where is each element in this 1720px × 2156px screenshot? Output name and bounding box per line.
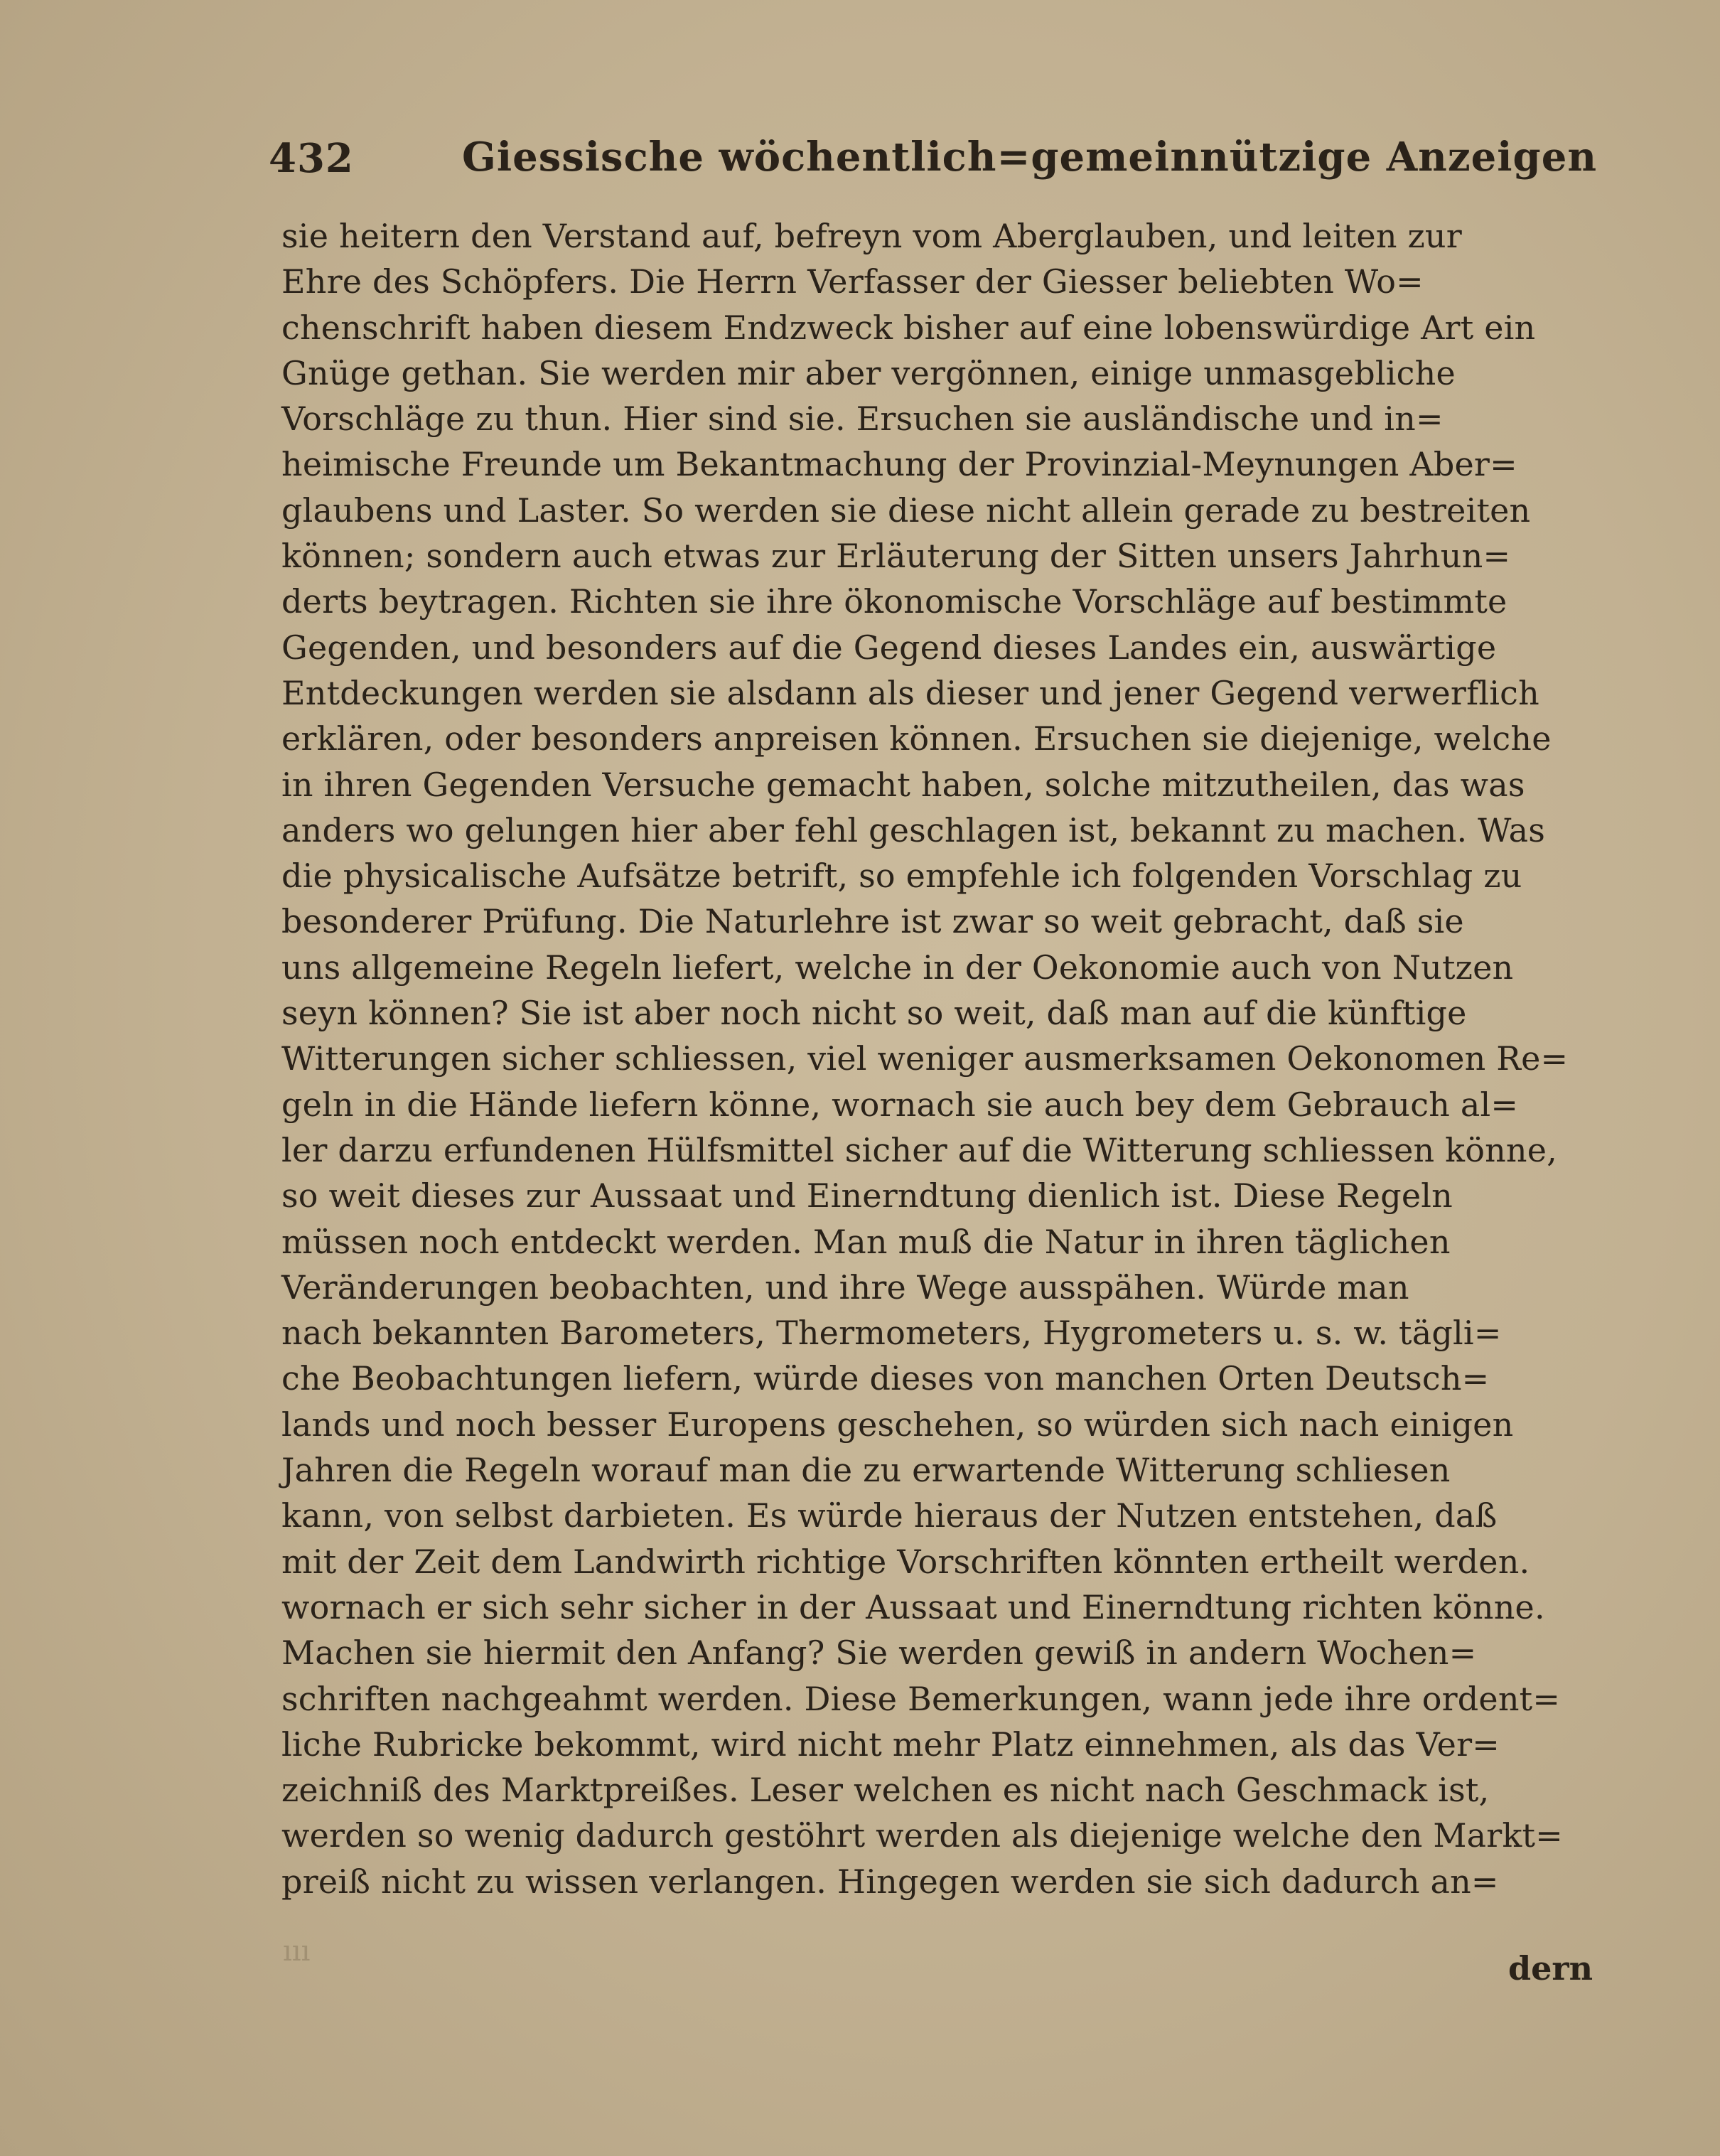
text-line: Jahren die Regeln worauf man die zu erwartende Witterung schliesen	[281, 1451, 1451, 1490]
text-line: werden so wenig dadurch gestöhrt werden als diejenige welche den Markt=	[281, 1816, 1563, 1855]
text-line: geln in die Hände liefern könne, wornach sie auch bey dem Gebrauch al=	[281, 1085, 1519, 1124]
text-line: Machen sie hiermit den Anfang? Sie werden gewiß in andern Wochen=	[281, 1634, 1477, 1673]
text-line: derts beytragen. Richten sie ihre ökonomische Vorschläge auf bestimmte	[281, 582, 1507, 621]
text-line: schriften nachgeahmt werden. Diese Bemerkungen, wann jede ihre ordent=	[281, 1679, 1561, 1718]
text-line: Vorschläge zu thun. Hier sind sie. Ersuchen sie ausländische und in=	[281, 399, 1444, 439]
text-line: Veränderungen beobachten, und ihre Wege ausspähen. Würde man	[281, 1267, 1409, 1307]
text-line: anders wo gelungen hier aber fehl geschlagen ist, bekannt zu machen. Was	[281, 810, 1546, 849]
text-line: Entdeckungen werden sie alsdann als dieser und jener Gegend verwerflich	[281, 673, 1539, 712]
text-line: heimische Freunde um Bekantmachung der Provinzial-Meynungen Aber=	[281, 445, 1517, 484]
text-line: chenschrift haben diesem Endzweck bisher auf eine lobenswürdige Art ein	[281, 308, 1536, 347]
text-line: erklären, oder besonders anpreisen können. Ersuchen sie diejenige, welche	[281, 719, 1552, 758]
text-line: glaubens und Laster. So werden sie diese nicht allein gerade zu bestreiten	[281, 490, 1531, 530]
running-title: Giessische wöchentlich=gemeinnützige Anzeigen	[462, 134, 1598, 181]
text-line: preiß nicht zu wissen verlangen. Hingegen werden sie sich dadurch an=	[281, 1862, 1499, 1901]
body-text	[281, 213, 1596, 1904]
text-line: wornach er sich sehr sicher in der Aussaat und Einerndtung richten könne.	[281, 1587, 1545, 1626]
text-line: die physicalische Aufsätze betrift, so empfehle ich folgenden Vorschlag zu	[281, 857, 1522, 896]
catchword: dern	[1508, 1949, 1593, 1988]
bleed-through-mark: ııı	[283, 1935, 311, 1968]
text-line: Gegenden, und besonders auf die Gegend dieses Landes ein, auswärtige	[281, 628, 1497, 667]
page-header	[269, 129, 1598, 186]
text-line: zeichniß des Marktpreißes. Leser welchen es nicht nach Geschmack ist,	[281, 1771, 1490, 1810]
text-line: nach bekannten Barometers, Thermometers, Hygrometers u. s. w. tägli=	[281, 1314, 1502, 1353]
text-line: seyn können? Sie ist aber noch nicht so weit, daß man auf die künftige	[281, 994, 1467, 1033]
text-line: Witterungen sicher schliessen, viel weniger ausmerksamen Oekonomen Re=	[281, 1039, 1569, 1078]
text-line: liche Rubricke bekommt, wird nicht mehr Platz einnehmen, als das Ver=	[281, 1725, 1500, 1764]
text-line: lands und noch besser Europens geschehen, so würden sich nach einigen	[281, 1405, 1514, 1444]
text-line: ler darzu erfundenen Hülfsmittel sicher auf die Witterung schliessen könne,	[281, 1130, 1558, 1169]
text-line: Gnüge gethan. Sie werden mir aber vergönnen, einige unmasgebliche	[281, 353, 1456, 392]
text-line: müssen noch entdeckt werden. Man muß die Natur in ihren täglichen	[281, 1222, 1451, 1261]
text-line: kann, von selbst darbieten. Es würde hieraus der Nutzen entstehen, daß	[281, 1496, 1498, 1535]
text-line: Ehre des Schöpfers. Die Herrn Verfasser der Giesser beliebten Wo=	[281, 262, 1424, 301]
text-line: in ihren Gegenden Versuche gemacht haben, solche mitzutheilen, das was	[281, 765, 1525, 804]
text-line: so weit dieses zur Aussaat und Einerndtung dienlich ist. Diese Regeln	[281, 1176, 1453, 1216]
text-line: können; sondern auch etwas zur Erläuterung der Sitten unsers Jahrhun=	[281, 537, 1511, 576]
page-number: 432	[269, 135, 354, 182]
text-line: che Beobachtungen liefern, würde dieses von manchen Orten Deutsch=	[281, 1359, 1490, 1398]
text-line: besonderer Prüfung. Die Naturlehre ist zwar so weit gebracht, daß sie	[281, 902, 1464, 941]
text-line: sie heitern den Verstand auf, befreyn vom Aberglauben, und leiten zur	[281, 217, 1462, 255]
text-line: mit der Zeit dem Landwirth richtige Vorschriften könnten ertheilt werden.	[281, 1542, 1530, 1581]
text-line: uns allgemeine Regeln liefert, welche in der Oekonomie auch von Nutzen	[281, 948, 1514, 987]
